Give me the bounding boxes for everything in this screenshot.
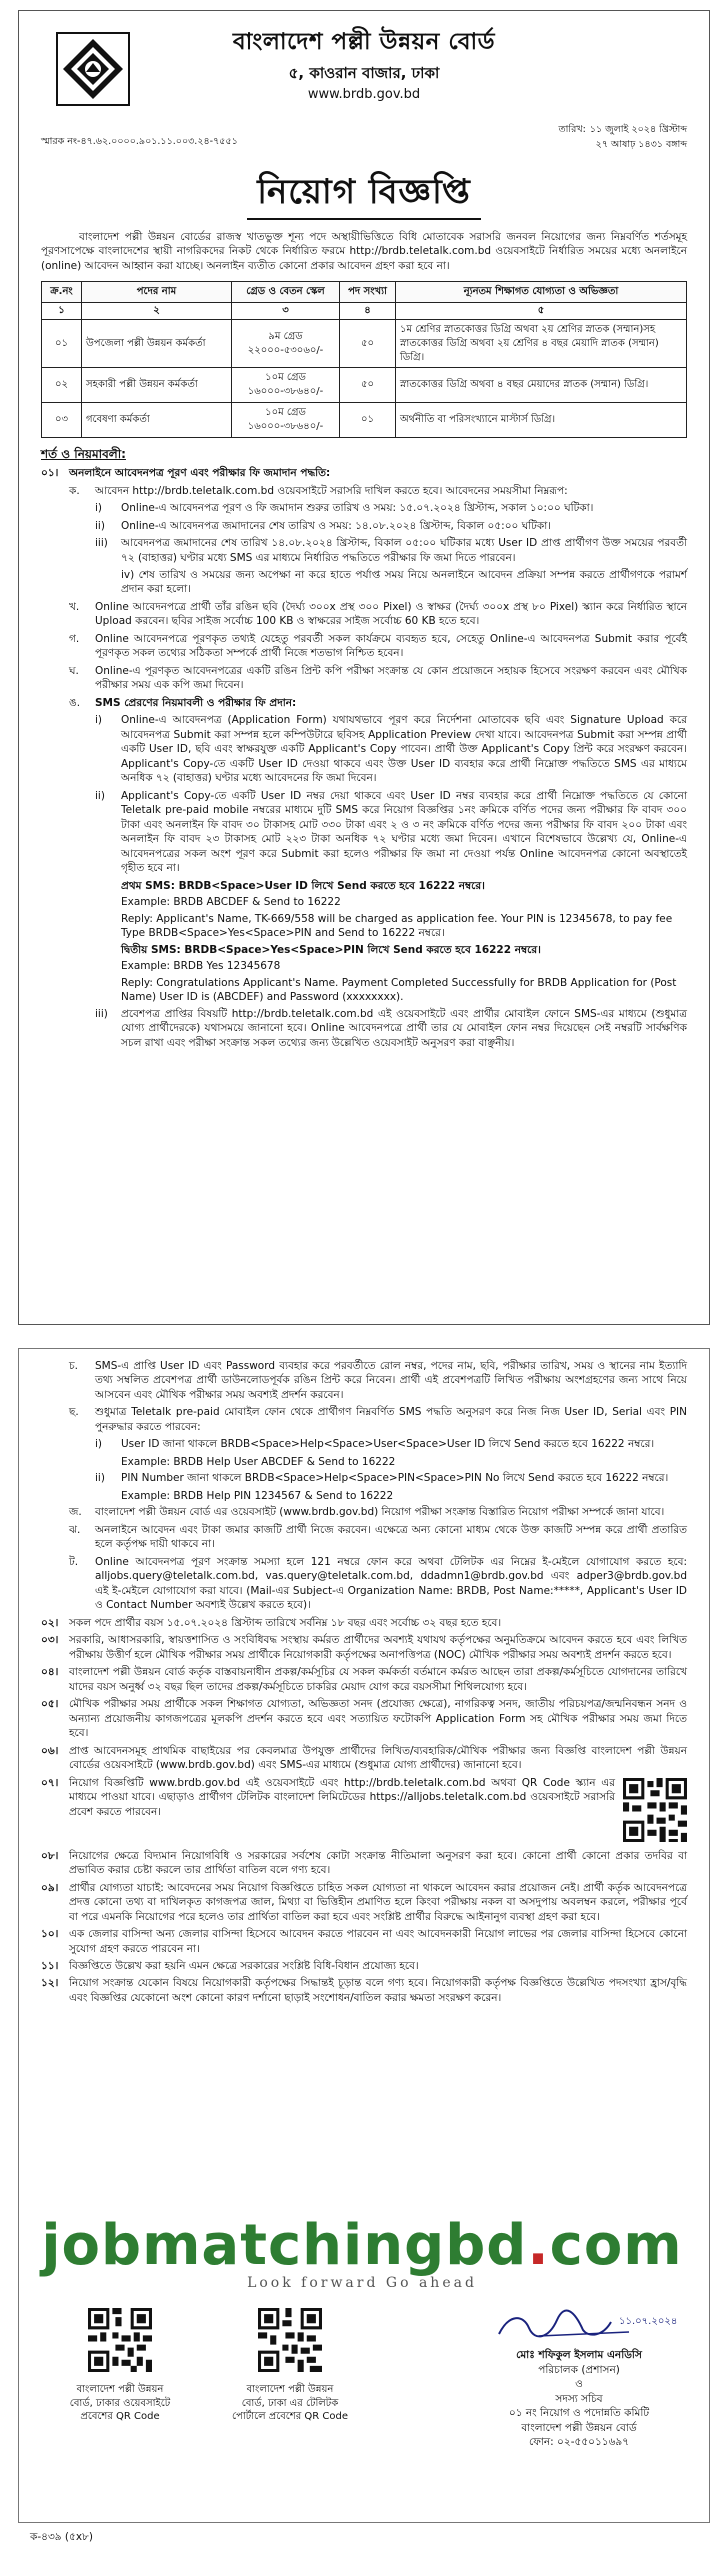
rule-ta: ট. Online আবেদনপত্র পূরণ সংক্রান্ত সমস্যা হলে 121 নম্বরে ফোন করে অথবা টেলিটক এর নিম্নের ই-মেইলে যোগাযোগ করতে হবে: alljobs.query@teletalk.com.bd, vas.query@teletalk.com.bd, ddadmn1@brdb.gov.bd এবং adper3@brdb.gov.bd এই ই-মেইলে যোগাযোগ করা যাবে। (Mail-এর Subject-এ Organization Name: BRDB, Post Name:*****, Applicant's User ID ও Contact Number অবশ্যই উল্লেখ করতে হবে)। — [69, 1555, 687, 1612]
rule-g: গ. Online আবেদনপত্রে পূরণকৃত তথ্যই যেহেতু পরবর্তী সকল কার্যক্রমে ব্যবহৃত হবে, সেহেতু Online-এ আবেদনপত্র Submit করার পূর্বেই পূরণকৃত সকল তথ্যের সঠিকতা সম্পর্কে প্রার্থী নিজে শতভাগ নিশ্চিত হবেন। — [69, 632, 687, 660]
cell-count: ৫০ — [340, 368, 396, 403]
memo-number: স্মারক নং-৪৭.৬২.০০০০.৯০১.১১.০০৩.২৪-৭৫৫১ — [41, 136, 238, 147]
cell-sl: ০২ — [42, 368, 82, 403]
signature-date: ১১.০৭.২০২৪ — [619, 2316, 678, 2327]
col-number: ২ — [82, 303, 232, 320]
cell-post: সহকারী পল্লী উন্নয়ন কর্মকর্তা — [82, 368, 232, 403]
rule-k: ক. আবেদন http://brdb.teletalk.com.bd ওয়েবসাইটে সরাসরি দাখিল করতে হবে। আবেদনের সময়সীমা নিম্নরূপ: — [69, 484, 568, 497]
qr-block-website — [40, 2308, 200, 2424]
scale-text: ২২০০০-৫৩০৬০/- — [247, 344, 324, 356]
grade-text: ১০ম গ্রেড — [265, 406, 306, 418]
cell-grade — [232, 319, 340, 367]
cell-qualification: অর্থনীতি বা পরিসংখ্যানে মাস্টার্স ডিগ্রি। — [396, 402, 687, 437]
scale-text: ১৬০০০-৩৮৬৪০/- — [247, 386, 324, 398]
col-number: ৩ — [232, 303, 340, 320]
table-number-row — [42, 303, 687, 320]
signer-name: মোঃ শফিকুল ইসলাম এনডিসি — [516, 2349, 642, 2362]
col-number: ৪ — [340, 303, 396, 320]
brdb-logo-icon — [55, 31, 131, 107]
date-label: তারিখ: — [558, 124, 586, 135]
signer-title-3: সদস্য সচিব — [555, 2392, 603, 2405]
signature-block — [464, 2308, 694, 2450]
footer — [40, 2308, 694, 2488]
rule-01-head: অনলাইনে আবেদনপত্র পূরণ এবং পরীক্ষার ফি জমাদান পদ্ধতি: — [69, 467, 331, 480]
signer-title-4: ০১ নং নিয়োগ ও পদোন্নতি কমিটি — [508, 2407, 650, 2420]
org-address: ৫, কাওরান বাজার, ঢাকা — [288, 63, 440, 82]
qr-teletalk-caption-1: বাংলাদেশ পল্লী উন্নয়ন — [246, 2383, 334, 2395]
org-name: বাংলাদেশ পল্লী উন্নয়ন বোর্ড — [232, 29, 496, 55]
rule-chh-ii: ii) PIN Number জানা থাকলে BRDB<Space>Help<Space>PIN<Space>PIN No লিখে Send করতে হবে 16222 নম্বরে। — [95, 1472, 669, 1485]
rule-chh: ছ. শুধুমাত্র Teletalk pre-paid মোবাইল ফোন থেকে প্রার্থীগণ নিম্নবর্ণিত SMS পদ্ধতি অনুসরণ করে নিজ নিজ User ID, Serial এবং PIN পুনরুদ্ধার করতে পারবেন: — [69, 1406, 687, 1433]
qr-teletalk-caption-2: বোর্ড, ঢাকা এর টেলিটক — [241, 2397, 339, 2409]
sms-second-example: Example: BRDB Yes 12345678 — [121, 960, 281, 973]
signer-title-2: ও — [575, 2378, 583, 2391]
qr-code-icon[interactable] — [623, 1778, 687, 1842]
chh-ii-example: Example: BRDB Help PIN 1234567 & Send to 16222 — [121, 1489, 394, 1502]
rule-ng-ii: ii) Applicant's Copy-তে একটি User ID নম্বর দেয়া থাকবে এবং User ID নম্বর ব্যবহার করে প্রার্থী নিম্নোক্ত পদ্ধতিতে যে কোনো Teletalk pre-paid mobile নম্বরের মাধ্যমে দুটি SMS করে নিয়োগ বিজ্ঞপ্তির ১নং ক্রমিকে বর্ণিত পদের জন্য পরীক্ষার ফি বাবদ ৩০০ টাকা এবং অনলাইন ফি বাবদ ৩০ টাকাসহ মোট ৩৩০ টাকা এবং ২ ও ৩ নং ক্রমিকে বর্ণিত পদের জন্য পরীক্ষার ফি বাবদ ২০০ টাকা এবং অনলাইন ফি বাবদ ২৩ টাকাসহ মোট ২২৩ টাকা অনধিক ৭২ ঘণ্টার মধ্যে জমা দিবেন। এখানে বিশেষভাবে উল্লেখ্য যে, Online-এ আবেদনপত্রের সকল অংশ পূরণ করে Submit করা হলেও পরীক্ষার ফি জমা না দেওয়া পর্যন্ত Online আবেদনপত্র কোনো অবস্থাতেই গৃহীত হবে না। — [95, 789, 687, 875]
rule-03: ০৩। সরকারি, আধাসরকারি, স্বায়ত্তশাসিত ও সংবিধিবদ্ধ সংস্থায় কর্মরত প্রার্থীদের অবশ্যই যথাযথ কর্তৃপক্ষের অনুমতিক্রমে আবেদন করতে হবে এবং লিখিত পরীক্ষায় উত্তীর্ণ হলে মৌখিক পরীক্ষার সময় প্রার্থীকে নিয়োগকারী কর্তৃপক্ষের অনাপত্তিপত্র (NOC) মৌখিক পরীক্ষার সময় অবশ্যই প্রদর্শন করতে হবে। — [41, 1634, 687, 1661]
org-website[interactable]: www.brdb.gov.bd — [307, 87, 421, 103]
rule-10: ১০। এক জেলার বাসিন্দা অন্য জেলার বাসিন্দা হিসেবে আবেদন করতে পারবেন না এবং আবেদনকারী নিয়োগ লাভের পর জেলার বাসিন্দা হিসেবে কোনো সুযোগ গ্রহণ করতে পারবেন না। — [41, 1928, 687, 1955]
cell-post: উপজেলা পল্লী উন্নয়ন কর্মকর্তা — [82, 319, 232, 367]
col-number: ১ — [42, 303, 82, 320]
date-gregorian: ১১ জুলাই ২০২৪ খ্রিস্টাব্দ — [589, 124, 687, 135]
rule-ng: ঙ. SMS প্রেরণের নিয়মাবলী ও পরীক্ষার ফি প্রদান: — [69, 696, 297, 709]
date-bangla: ২৭ আষাঢ় ১৪৩১ বঙ্গাব্দ — [595, 138, 687, 150]
rule-04: ০৪। বাংলাদেশ পল্লী উন্নয়ন বোর্ড কর্তৃক বাস্তবায়নাধীন প্রকল্প/কর্মসূচির যে সকল কর্মকর্তা বর্তমানে কর্মরত আছেন তারা প্রকল্প/কর্মসূচিতে যোগদানের তারিখে যাদের বয়স অনুর্ধ্ব ৩২ বছর ছিল তাদের প্রকল্প/কর্মসূচিতে চাকরির মেয়াদ যোগ করে বয়সসীমা শিথিলযোগ্য হবে। — [41, 1666, 687, 1693]
scale-text: ১৬০০০-৩৮৬৪০/- — [247, 420, 324, 432]
rule-jh: ঝ. অনলাইনে আবেদন এবং টাকা জমার কাজটি প্রার্থী নিজে করবেন। এক্ষেত্রে অন্য কোনো মাধ্যম থেকে উক্ত কাজটি সম্পন্ন করে প্রার্থী প্রতারিত হলে কর্তৃপক্ষ দায়ী থাকবে না। — [69, 1523, 687, 1551]
cell-qualification: স্নাতকোত্তর ডিগ্রি অথবা ৪ বছর মেয়াদের স্নাতক (সম্মান) ডিগ্রি। — [396, 368, 687, 403]
col-header-count: পদ সংখ্যা — [340, 282, 396, 303]
cell-post: গবেষণা কর্মকর্তা — [82, 402, 232, 437]
signer-title-1: পরিচালক (প্রশাসন) — [538, 2363, 620, 2376]
qr-code-icon[interactable] — [88, 2308, 152, 2372]
rule-06: ০৬। প্রাপ্ত আবেদনসমূহ প্রাথমিক বাছাইয়ের পর কেবলমাত্র উপযুক্ত প্রার্থীদের লিখিত/ব্যবহারিক/মৌখিক পরীক্ষার জন্য বিজ্ঞপ্তি বাংলাদেশ পল্লী উন্নয়ন বোর্ডের ওয়েবসাইটে (www.brdb.gov.bd) এবং SMS-এর মাধ্যমে (শুধুমাত্র যোগ্য প্রার্থীদের) জানানো হবে। — [41, 1744, 687, 1772]
watermark-tagline: Look forward Go ahead — [247, 2275, 477, 2291]
rule-gh: ঘ. Online-এ পূরণকৃত আবেদনপত্রের একটি রঙিন প্রিন্ট কপি পরীক্ষা সংক্রান্ত যে কোন প্রয়োজনে সহায়ক হিসেবে সংরক্ষণ করবেন এবং মৌখিক পরীক্ষার সময় এক কপি জমা দিবেন। — [69, 664, 687, 692]
rule-k-iii: iii) আবেদনপত্র জমাদানের শেষ তারিখ ১৪.০৮.২০২৪ খ্রিস্টাব্দ, বিকাল ০৫:০০ ঘটিকার মধ্যে User ID প্রাপ্ত প্রার্থীগণ উক্ত সময়ের পরবর্তী ৭২ (বাহাত্তর) ঘণ্টার মধ্যে SMS এর মাধ্যমে নির্ধারিত পদ্ধতিতে পরীক্ষার ফি জমা দিতে পারবেন। — [95, 537, 687, 564]
grade-text: ৯ম গ্রেড — [268, 330, 303, 342]
title-box — [41, 169, 687, 220]
letterhead — [41, 27, 687, 123]
rule-ch: চ. SMS-এ প্রাপ্তি User ID এবং Password ব্যবহার করে পরবর্তীতে রোল নম্বর, পদের নাম, ছবি, পরীক্ষার তারিখ, সময় ও স্থানের নাম ইত্যাদি তথ্য সম্বলিত প্রবেশপত্র প্রার্থী ডাউনলোডপূর্বক রঙিন প্রিন্ট করে নিবেন। প্রার্থী এই প্রবেশপত্রটি লিখিত পরীক্ষায় অংশগ্রহণের জন্য সাথে নিয়ে আসবেন এবং মৌখিক পরীক্ষার সময় অবশ্যই প্রদর্শন করবেন। — [69, 1360, 687, 1401]
table-row — [42, 368, 687, 403]
rule-05: ০৫। মৌখিক পরীক্ষার সময় প্রার্থীকে সকল শিক্ষাগত যোগ্যতা, অভিজ্ঞতা সনদ (প্রযোজ্য ক্ষেত্রে), নাগরিকত্ব সনদ, জাতীয় পরিচয়পত্র/জন্মনিবন্ধন সনদ ও অন্যান্য প্রয়োজনীয় কাগজপত্রের মূলকপি প্রদর্শন করতে হবে এবং সত্যায়িত ফটোকপি Application Form সহ মৌখিক পরীক্ষার সময় জমা দিতে হবে। — [41, 1698, 687, 1740]
grade-text: ১০ম গ্রেড — [265, 372, 306, 384]
rule-k-iv: iv) শেষ তারিখ ও সময়ের জন্য অপেক্ষা না করে হাতে পর্যাপ্ত সময় নিয়ে অনলাইনে আবেদন প্রক্রিয়া সম্পন্ন করতে প্রার্থীগণকে পরামর্শ প্রদান করা হলো। — [121, 568, 687, 596]
rule-ng-i: i) Online-এ আবেদনপত্র (Application Form) যথাযথভাবে পূরণ করে নির্দেশনা মোতাবেক ছবি এবং Signature Upload করে আবেদনপত্র Submit করা সম্পন্ন হলে কম্পিউটারে ছবিসহ Application Preview দেখা যাবে। আবেদনপত্র Submit করা সম্পন্ন প্রার্থী একটি User ID, ছবি এবং স্বাক্ষরযুক্ত একটি Applicant's Copy পাবেন। প্রার্থী উক্ত Applicant's Copy প্রিন্ট করে সংরক্ষণ করবেন। Applicant's Copy-তে একটি User ID দেওয়া থাকবে এবং উক্ত User ID ব্যবহার করে প্রার্থী নিম্নোক্ত পদ্ধতিতে SMS এর মাধ্যমে অনধিক ৭২ (বাহাত্তর) ঘণ্টার মধ্যে আবেদনের ফি জমা দিবেন। — [95, 714, 687, 785]
table-row — [42, 319, 687, 367]
cell-sl: ০১ — [42, 319, 82, 367]
qr-teletalk-caption-3: পোর্টালে প্রবেশের QR Code — [231, 2411, 348, 2423]
rules-heading: শর্ত ও নিয়মাবলী: — [41, 446, 126, 461]
table-header-row — [42, 282, 687, 303]
rule-02: ০২। সকল পদে প্রার্থীর বয়স ১৫.০৭.২০২৪ খ্রিস্টাব্দ তারিখে সর্বনিম্ন ১৮ বছর এবং সর্বোচ্চ ৩২ বছর হতে হবে। — [41, 1616, 502, 1629]
page-title: নিয়োগ বিজ্ঞপ্তি — [247, 169, 481, 220]
rule-07: ০৭। নিয়োগ বিজ্ঞপ্তিটি www.brdb.gov.bd এই ওয়েবসাইটে এবং http://brdb.teletalk.com.bd অথবা QR Code স্ক্যান এর মাধ্যমে পাওয়া যাবে। এছাড়াও প্রার্থীগণ টেলিটক বাংলাদেশ লিমিটেডের https://alljobs.teletalk.com.bd ওয়েবসাইটে সরাসরি প্রবেশ করতে পারবেন। — [41, 1776, 687, 1846]
date-block — [559, 123, 687, 152]
signer-title-5: বাংলাদেশ পল্লী উন্নয়ন বোর্ড — [521, 2421, 637, 2434]
cell-grade — [232, 402, 340, 437]
col-header-post: পদের নাম — [82, 282, 232, 303]
sms-second-reply: Reply: Congratulations Applicant's Name. Payment Completed Successfully for BRDB Application for (Post Name) User ID is (ABCDEF) and Password (xxxxxxxx). — [121, 976, 677, 1004]
col-number: ৫ — [396, 303, 687, 320]
watermark-text: jobmatchingbd.com — [41, 2213, 683, 2278]
rule-kh: খ. Online আবেদনপত্রে প্রার্থী তাঁর রঙিন ছবি (দৈর্ঘ্য ৩০০x প্রস্থ ৩০০ Pixel) ও স্বাক্ষর (দৈর্ঘ্য ৩০০x প্রস্থ ৮০ Pixel) স্ক্যান করে নির্ধারিত স্থানে Upload করবেন। ছবির সাইজ সর্বোচ্চ 100 KB ও স্বাক্ষরের সাইজ সর্বোচ্চ 60 KB হতে হবে। — [69, 600, 687, 628]
cell-sl: ০৩ — [42, 402, 82, 437]
rule-11: ১১। বিজ্ঞপ্তিতে উল্লেখ করা হয়নি এমন ক্ষেত্রে সরকারের সংশ্লিষ্ট বিধি-বিধান প্রযোজ্য হবে। — [41, 1959, 419, 1972]
signer-phone: ফোন: ০২-৫৫০১১৬৯৭ — [528, 2436, 630, 2449]
rule-09: ০৯। প্রার্থীর যোগ্যতা যাচাই: আবেদনের সময় নিয়োগ বিজ্ঞপ্তিতে চাহিত সকল যোগ্যতা না থাকলে আবেদন করার প্রয়োজন নেই। প্রার্থী কর্তৃক আবেদনপত্রে প্রদত্ত কোনো তথ্য বা দাখিলকৃত কাগজপত্র জাল, মিথ্যা বা ভিত্তিহীন প্রমাণিত হলে কিংবা পরীক্ষায় নকল বা অসদুপায় অবলম্বন করলে, পরীক্ষার পূর্বে বা পরে এমনকি নিয়োগের পরে হলেও তার প্রার্থিতা বাতিল করা হবে এবং সংশ্লিষ্ট প্রার্থীর বিরুদ্ধে আইনানুগ ব্যবস্থা গ্রহণ করা হবে। — [41, 1881, 687, 1923]
signature-image — [479, 2308, 679, 2342]
cell-count: ০১ — [340, 402, 396, 437]
rule-08: ০৮। নিয়োগের ক্ষেত্রে বিদ্যমান নিয়োগবিধি ও সরকারের সর্বশেষ কোটা সংক্রান্ত নীতিমালা অনুসরণ করা হবে। কোনো প্রার্থী কোনো প্রকার তদবির বা প্রভাবিত করার চেষ্টা করলে তার প্রার্থিতা বাতিল বলে গণ্য হবে। — [41, 1849, 687, 1877]
print-code: ক-৪৩৯ (৫x৮) — [30, 2531, 93, 2543]
rule-j: জ. বাংলাদেশ পল্লী উন্নয়ন বোর্ড এর ওয়েবসাইট (www.brdb.gov.bd) নিয়োগ পরীক্ষা সংক্রান্ত বিস্তারিত নিয়োগ পরীক্ষা সম্পর্কে জানা যাবে। — [69, 1506, 665, 1519]
rule-chh-i: i) User ID জানা থাকলে BRDB<Space>Help<Space>User<Space>User ID লিখে Send করতে হবে 16222 নম্বরে। — [95, 1438, 655, 1451]
table-row — [42, 402, 687, 437]
col-header-qualification: ন্যূনতম শিক্ষাগত যোগ্যতা ও অভিজ্ঞতা — [396, 282, 687, 303]
rule-01: ০১। অনলাইনে আবেদনপত্র পূরণ এবং পরীক্ষার ফি জমাদান পদ্ধতি: — [41, 466, 687, 480]
col-header-sl: ক্র.নং — [42, 282, 82, 303]
sms-first: প্রথম SMS: BRDB<Space>User ID লিখে Send করতে হবে 16222 নম্বরে। — [121, 879, 485, 892]
chh-i-example: Example: BRDB Help User ABCDEF & Send to 16222 — [121, 1455, 396, 1468]
sms-first-reply: Reply: Applicant's Name, TK-669/558 will be charged as application fee. Your PIN is 12345678, to pay fee Type BRDB<Space>Yes<Space>PIN and Send to 16222 নম্বরে। — [121, 912, 673, 940]
sms-second: দ্বিতীয় SMS: BRDB<Space>Yes<Space>PIN লিখে Send করতে হবে 16222 নম্বরে। — [121, 943, 541, 956]
qr-website-caption-3: প্রবেশের QR Code — [80, 2411, 160, 2423]
cell-qualification: ১ম শ্রেণির স্নাতকোত্তর ডিগ্রি অথবা ২য় শ্রেণির স্নাতক (সম্মান)সহ স্নাতকোত্তর ডিগ্রি অথবা ২য় শ্রেণির ৪ বছর মেয়াদি স্নাতক (সম্মান) ডিগ্রি। — [396, 319, 687, 367]
qr-website-caption-2: বোর্ড, ঢাকার ওয়েবসাইটে — [69, 2397, 171, 2409]
watermark — [0, 2213, 724, 2293]
qr-block-teletalk — [210, 2308, 370, 2424]
sms-first-example: Example: BRDB ABCDEF & Send to 16222 — [121, 896, 341, 909]
rule-12: ১২। নিয়োগ সংক্রান্ত যেকোন বিষয়ে নিয়োগকারী কর্তৃপক্ষের সিদ্ধান্তই চূড়ান্ত বলে গণ্য হবে। নিয়োগকারী কর্তৃপক্ষ বিজ্ঞপ্তিতে উল্লেখিত পদসংখ্যা হ্রাস/বৃদ্ধি এবং বিজ্ঞপ্তির যেকোনো অংশ কোনো কারণ দর্শানো ছাড়াই সংশোধন/বাতিল করার ক্ষমতা সংরক্ষণ করেন। — [41, 1977, 687, 2004]
memo-row — [41, 123, 687, 167]
col-header-grade: গ্রেড ও বেতন স্কেল — [232, 282, 340, 303]
cell-grade — [232, 368, 340, 403]
qr-code-icon[interactable] — [258, 2308, 322, 2372]
notice-sheet-1 — [18, 10, 710, 1325]
posts-table — [41, 281, 687, 437]
rule-k-ii: ii) Online-এ আবেদনপত্র জমাদানের শেষ তারিখ ও সময়: ১৪.০৮.২০২৪ খ্রিস্টাব্দ, বিকাল ০৫:০০ ঘটিকা। — [95, 519, 552, 532]
cell-count: ৫০ — [340, 319, 396, 367]
rule-ng-iii: iii) প্রবেশপত্র প্রাপ্তির বিষয়টি http://brdb.teletalk.com.bd এই ওয়েবসাইটে এবং প্রার্থীর মোবাইল ফোনে SMS-এর মাধ্যমে (শুধুমাত্র যোগ্য প্রার্থীদেরকে) যথাসময়ে জানানো হবে। Online আবেদনপত্রে প্রার্থী তার যে মোবাইল ফোন নম্বর দিয়েছেন সেই নম্বরটি সার্বক্ষণিক সচল রাখা এবং পরীক্ষা সংক্রান্ত সকল তথ্যের জন্য উল্লেখিত ওয়েবসাইট অনুসরণ করা বাঞ্ছনীয়। — [95, 1007, 687, 1049]
rule-k-i: i) Online-এ আবেদনপত্র পূরণ ও ফি জমাদান শুরুর তারিখ ও সময়: ১৫.০৭.২০২৪ খ্রিস্টাব্দ, সকাল ১০:০০ ঘটিকা। — [95, 502, 594, 515]
qr-website-caption-1: বাংলাদেশ পল্লী উন্নয়ন — [76, 2383, 164, 2395]
intro-paragraph: বাংলাদেশ পল্লী উন্নয়ন বোর্ডের রাজস্ব খাতভুক্ত শূন্য পদে অস্থায়ীভিত্তিতে বিধি মোতাবেক সরাসরি জনবল নিয়োগের জন্য নিম্নবর্ণিত শর্তসমূহ পূরণসাপেক্ষে বাংলাদেশের স্থায়ী নাগরিকদের নিকট থেকে নির্ধারিত ফরমে http://brdb.teletalk.com.bd ওয়েবসাইটে নির্ধারিত সময়ের মধ্যে অনলাইনে (online) আবেদন আহ্বান করা যাচ্ছে। অনলাইন ব্যতীত কোনো প্রকার আবেদন গ্রহণ করা হবে না। — [41, 230, 687, 272]
